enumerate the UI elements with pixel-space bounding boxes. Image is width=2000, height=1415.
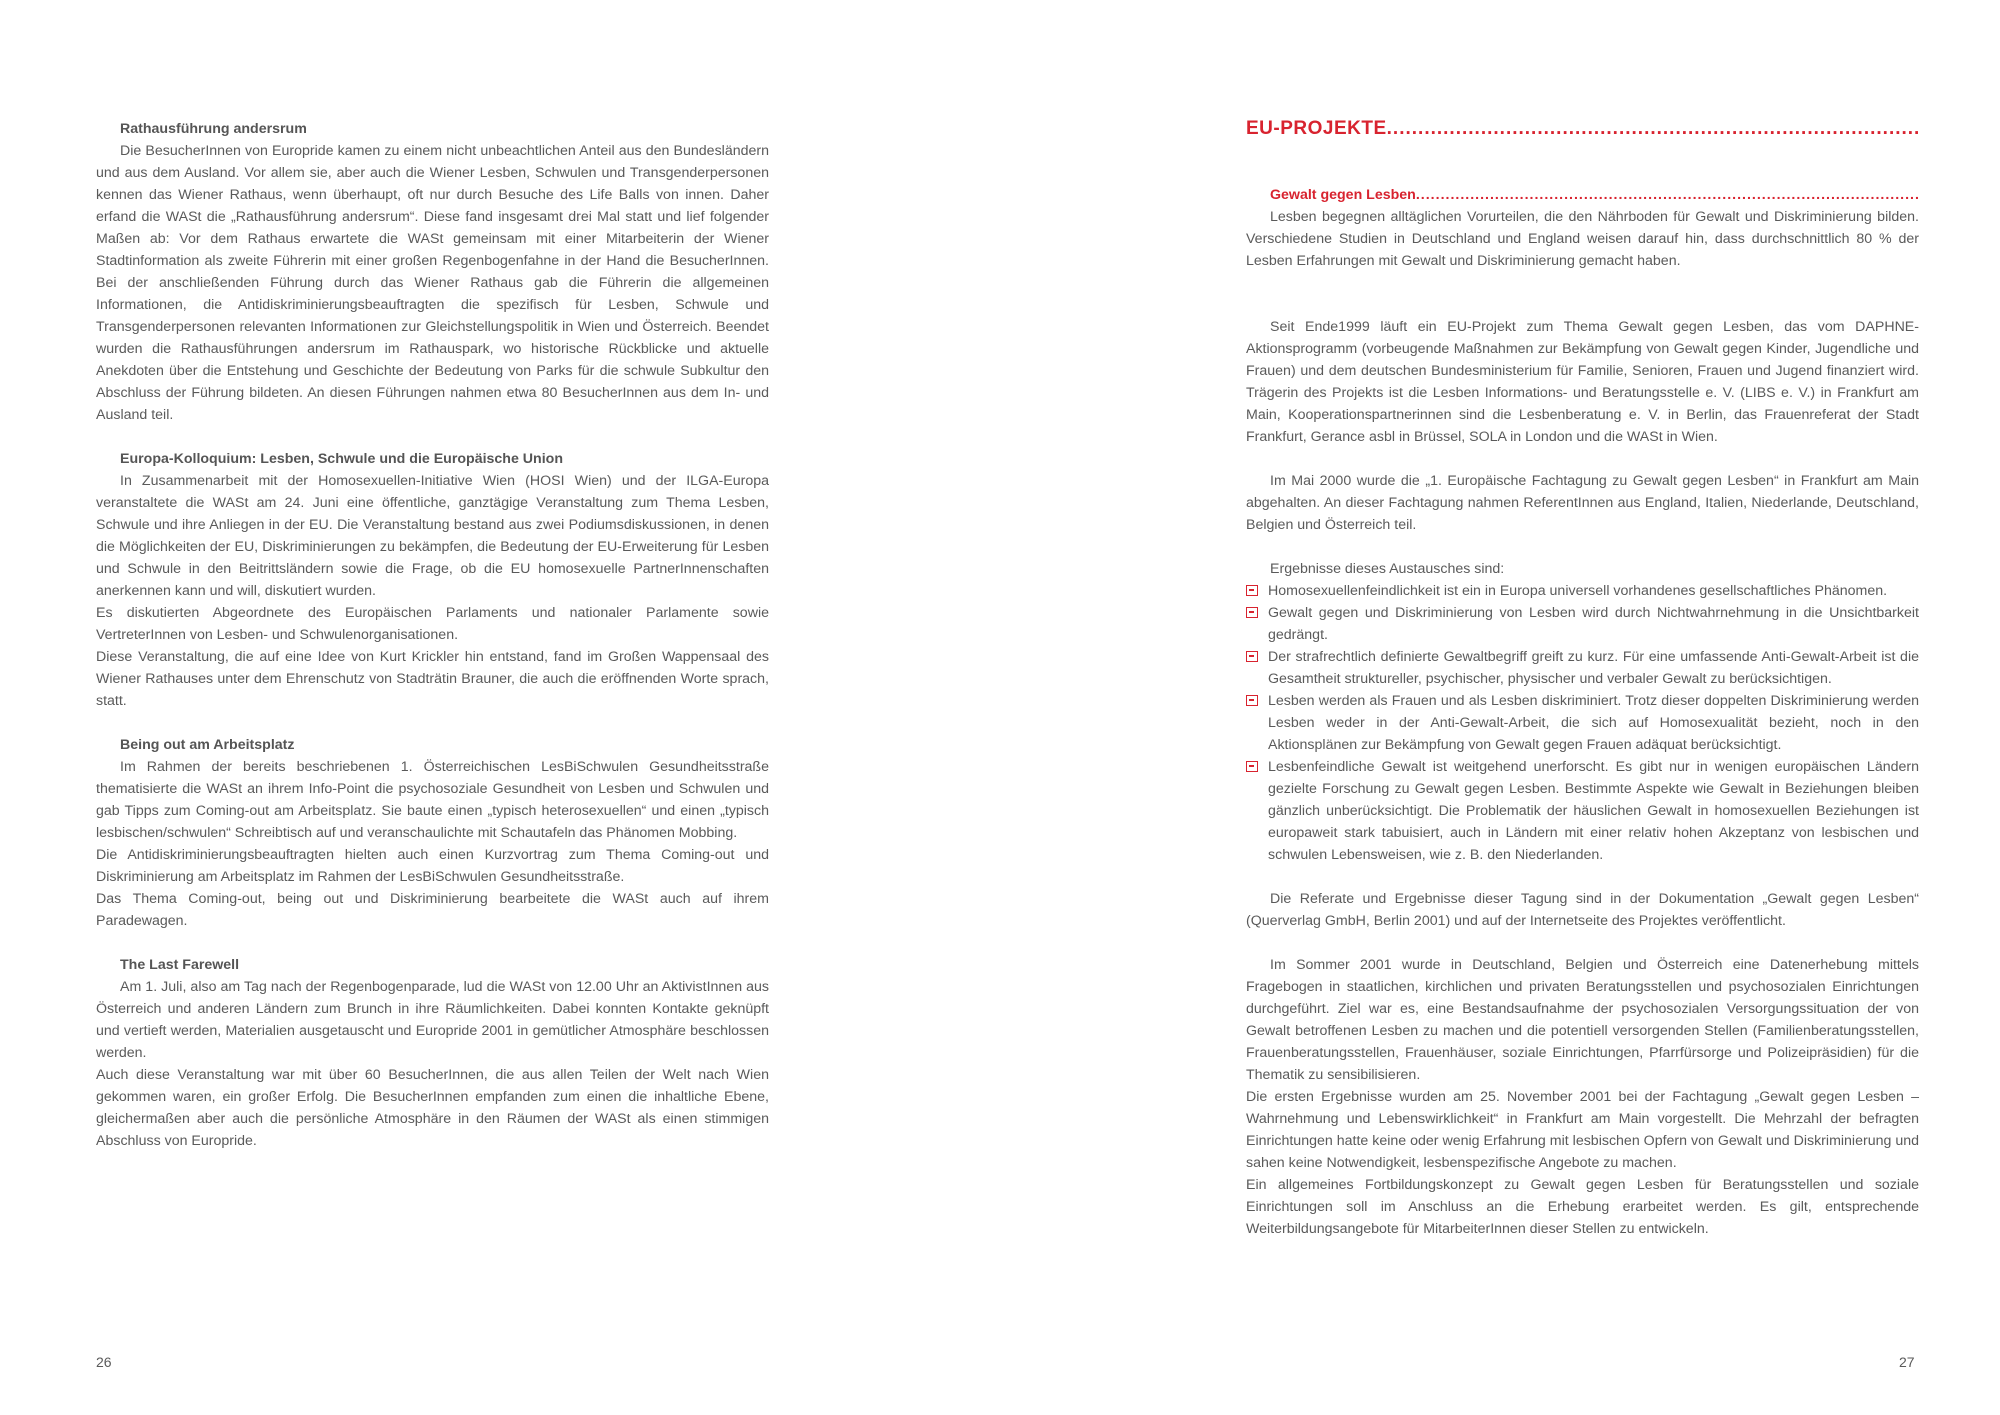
heading-text: EU-PROJEKTE [1246,118,1387,139]
list-item-text: Der strafrechtlich definierte Gewaltbegriff greift zu kurz. Für eine umfassende Anti-Gewalt-Arbeit ist die Gesamtheit struktureller, psychischer, physischer und verbaler Gewalt zu berücksichtigen. [1268,649,1919,687]
paragraph: Diese Veranstaltung, die auf eine Idee von Kurt Krickler hin entstand, fand im Großen Wappensaal des Wiener Rathauses unter dem Ehrenschutz von Stadträtin Brauner, die auch die eröffnenden Worte sprach, statt. [96,649,769,709]
list-item-text: Lesbenfeindliche Gewalt ist weitgehend unerforscht. Es gibt nur in wenigen europäischen Ländern gezielte Forschung zu Gewalt gegen Lesben. Bestimmte Aspekte wie Gewalt in Beziehungen bleiben gänzlich unberücksichtigt. Die Problematik der häuslichen Gewalt in homosexuellen Beziehungen ist europaweit stark tabuisiert, auch in Ländern mit einer relativ hohen Akzeptanz von lesbischen und schwulen Lebensweisen, wie z. B. den Niederlanden. [1268,759,1919,863]
paragraph: Ein allgemeines Fortbildungskonzept zu Gewalt gegen Lesben für Beratungsstellen und soziale Einrichtungen soll im Anschluss an die Erhebung erarbeitet werden. Es gilt, entsprechende Weiterbildungsangebote für MitarbeiterInnen dieser Stellen zu entwickeln. [1246,1177,1919,1237]
section-being-out [96,734,769,932]
arrow-box-icon [1246,585,1258,596]
left-page [96,118,769,1152]
paragraph: Lesben begegnen alltäglichen Vorurteilen, die den Nährboden für Gewalt und Diskriminierung bilden. Verschiedene Studien in Deutschland und England weisen darauf hin, dass durchschnittlich 80 % der Lesben Erfahrungen mit Gewalt und Diskriminierung gemacht haben. [1246,209,1919,269]
list-item [1246,646,1919,690]
results-list [1246,580,1919,866]
paragraph: Am 1. Juli, also am Tag nach der Regenbogenparade, lud die WASt von 12.00 Uhr an AktivistInnen aus Österreich und anderen Ländern zum Brunch in ihre Räumlichkeiten. Dabei konnten Kontakte geknüpft und vertieft werden, Materialien ausgetauscht und Europride 2001 in gemütlicher Atmosphäre beschlossen werden. [96,979,769,1061]
paragraph: Seit Ende1999 läuft ein EU-Projekt zum Thema Gewalt gegen Lesben, das vom DAPHNE-Aktionsprogramm (vorbeugende Maßnahmen zur Bekämpfung von Gewalt gegen Kinder, Jugendliche und Frauen) und dem deutschen Bundesministerium für Familie, Senioren, Frauen und Jugend finanziert wird. Trägerin des Projekts ist die Lesben Informations- und Beratungsstelle e. V. (LIBS e. V.) in Frankfurt am Main, Kooperationspartnerinnen sind die Lesbenberatung e. V. in Berlin, das Frauenreferat der Stadt Frankfurt, Gerance asbl in Brüssel, SOLA in London und die WASt in Wien. [1246,319,1919,445]
page-number-right: 27 [1899,1354,1915,1370]
paragraph: Im Mai 2000 wurde die „1. Europäische Fachtagung zu Gewalt gegen Lesben“ in Frankfurt am Main abgehalten. An dieser Fachtagung nahmen ReferentInnen aus England, Italien, Niederlande, Deutschland, Belgien und Österreich teil. [1246,473,1919,533]
results-intro: Ergebnisse dieses Austausches sind: [1270,561,1505,577]
section-rathausfuehrung [96,118,769,426]
list-item-text: Gewalt gegen und Diskriminierung von Lesben wird durch Nichtwahrnehmung in die Unsichtbarkeit gedrängt. [1268,605,1919,643]
paragraph: Im Rahmen der bereits beschriebenen 1. Österreichischen LesBiSchwulen Gesundheitsstraße thematisierte die WASt an ihrem Info-Point die psychosoziale Gesundheit von Lesben und Schwulen und gab Tipps zum Coming-out am Arbeitsplatz. Sie baute einen „typisch heterosexuellen“ und einen „typisch lesbischen/schwulen“ Schreibtisch auf und veranschaulichte mit Schautafeln das Phänomen Mobbing. [96,759,769,841]
list-item [1246,690,1919,756]
section-europa-kolloquium [96,448,769,712]
section-title: Europa-Kolloquium: Lesben, Schwule und die Europäische Union [120,451,563,467]
paragraph: Das Thema Coming-out, being out und Diskriminierung bearbeitete die WASt auch auf ihrem Paradewagen. [96,891,769,929]
subheading [1246,184,1919,206]
dot-leader [1387,118,1919,140]
list-item [1246,756,1919,866]
paragraph: Die Referate und Ergebnisse dieser Tagung sind in der Dokumentation „Gewalt gegen Lesben“ (Querverlag GmbH, Berlin 2001) und auf der Internetseite des Projektes veröffentlicht. [1246,891,1919,929]
list-item [1246,602,1919,646]
paragraph: Im Sommer 2001 wurde in Deutschland, Belgien und Österreich eine Datenerhebung mittels Fragebogen in staatlichen, kirchlichen und privaten Beratungsstellen und psychosozialen Einrichtungen durchgeführt. Ziel war es, eine Bestandsaufnahme der psychosozialen Versorgungssituation der von Gewalt betroffenen Lesben zu machen und die potentiell versorgenden Stellen (Familienberatungsstellen, Frauenberatungsstellen, Frauenhäuser, soziale Einrichtungen, Pfarrfürsorge und Polizeipräsidien) für die Thematik zu sensibilisieren. [1246,957,1919,1083]
paragraph: Auch diese Veranstaltung war mit über 60 BesucherInnen, die aus allen Teilen der Welt nach Wien gekommen waren, ein großer Erfolg. Die BesucherInnen empfanden zum einen die inhaltliche Ebene, gleichermaßen aber auch die persönliche Atmosphäre in den Räumen der WASt als einen stimmigen Abschluss von Europride. [96,1067,769,1149]
dot-leader [1416,184,1919,206]
section-title: The Last Farewell [120,957,240,973]
arrow-box-icon [1246,695,1258,706]
right-page [1246,118,1919,1240]
page-number-left: 26 [96,1354,112,1370]
arrow-box-icon [1246,607,1258,618]
page-heading [1246,118,1919,140]
list-item-text: Homosexuellenfeindlichkeit ist ein in Europa universell vorhandenes gesellschaftliches Phänomen. [1268,583,1888,599]
subheading-text: Gewalt gegen Lesben [1270,187,1416,203]
paragraph: Die Antidiskriminierungsbeauftragten hielten auch einen Kurzvortrag zum Thema Coming-out und Diskriminierung am Arbeitsplatz im Rahmen der LesBiSchwulen Gesundheitsstraße. [96,847,769,885]
list-item [1246,580,1919,602]
section-last-farewell [96,954,769,1152]
list-item-text: Lesben werden als Frauen und als Lesben diskriminiert. Trotz dieser doppelten Diskriminierung werden Lesben weder in der Anti-Gewalt-Arbeit, die sich auf Homosexualität bezieht, noch in den Aktionsplänen zur Bekämpfung von Gewalt gegen Frauen adäquat berücksichtigt. [1268,693,1919,753]
paragraph: Die ersten Ergebnisse wurden am 25. November 2001 bei der Fachtagung „Gewalt gegen Lesben – Wahrnehmung und Lebenswirklichkeit“ in Frankfurt am Main vorgestellt. Die Mehrzahl der befragten Einrichtungen hatte keine oder wenig Erfahrung mit lesbischen Opfern von Gewalt und Diskriminierung und sahen keine Notwendigkeit, lesbenspezifische Angebote zu machen. [1246,1089,1919,1171]
paragraph: Die BesucherInnen von Europride kamen zu einem nicht unbeachtlichen Anteil aus den Bundesländern und aus dem Ausland. Vor allem sie, aber auch die Wiener Lesben, Schwulen und Transgenderpersonen kennen das Wiener Rathaus, wenn überhaupt, oft nur durch Besuche des Life Balls von innen. Daher erfand die WASt die „Rathausführung andersrum“. Diese fand insgesamt drei Mal statt und lief folgender Maßen ab: Vor dem Rathaus erwartete die WASt gemeinsam mit einer Mitarbeiterin der Wiener Stadtinformation als zweite Führerin mit einer großen Regenbogenfahne in der Hand die BesucherInnen. Bei der anschließenden Führung durch das Wiener Rathaus gab die Führerin die allgemeinen Informationen, die Antidiskriminierungsbeauftragten die spezifisch für Lesben, Schwule und Transgenderpersonen relevanten Informationen zur Gleichstellungspolitik in Wien und Österreich. Beendet wurden die Rathausführungen andersrum im Rathauspark, wo historische Rückblicke und aktuelle Anekdoten über die Entstehung und Geschichte der Bedeutung von Parks für die schwule Subkultur den Abschluss der Führung bildeten. An diesen Führungen nahmen etwa 80 BesucherInnen aus dem In- und Ausland teil. [96,143,769,423]
arrow-box-icon [1246,651,1258,662]
section-title: Being out am Arbeitsplatz [120,737,295,753]
arrow-box-icon [1246,761,1258,772]
paragraph: Es diskutierten Abgeordnete des Europäischen Parlaments und nationaler Parlamente sowie VertreterInnen von Lesben- und Schwulenorganisationen. [96,605,769,643]
section-title: Rathausführung andersrum [120,121,307,137]
paragraph: In Zusammenarbeit mit der Homosexuellen-Initiative Wien (HOSI Wien) und der ILGA-Europa veranstaltete die WASt am 24. Juni eine öffentliche, ganztägige Veranstaltung zum Thema Lesben, Schwule und ihre Anliegen in der EU. Die Veranstaltung bestand aus zwei Podiumsdiskussionen, in denen die Möglichkeiten der EU, Diskriminierungen zu bekämpfen, die Bedeutung der EU-Erweiterung für Lesben und Schwule in den Beitrittsländern sowie die Frage, ob die EU homosexuelle PartnerInnenschaften anerkennen kann und will, diskutiert wurden. [96,473,769,599]
